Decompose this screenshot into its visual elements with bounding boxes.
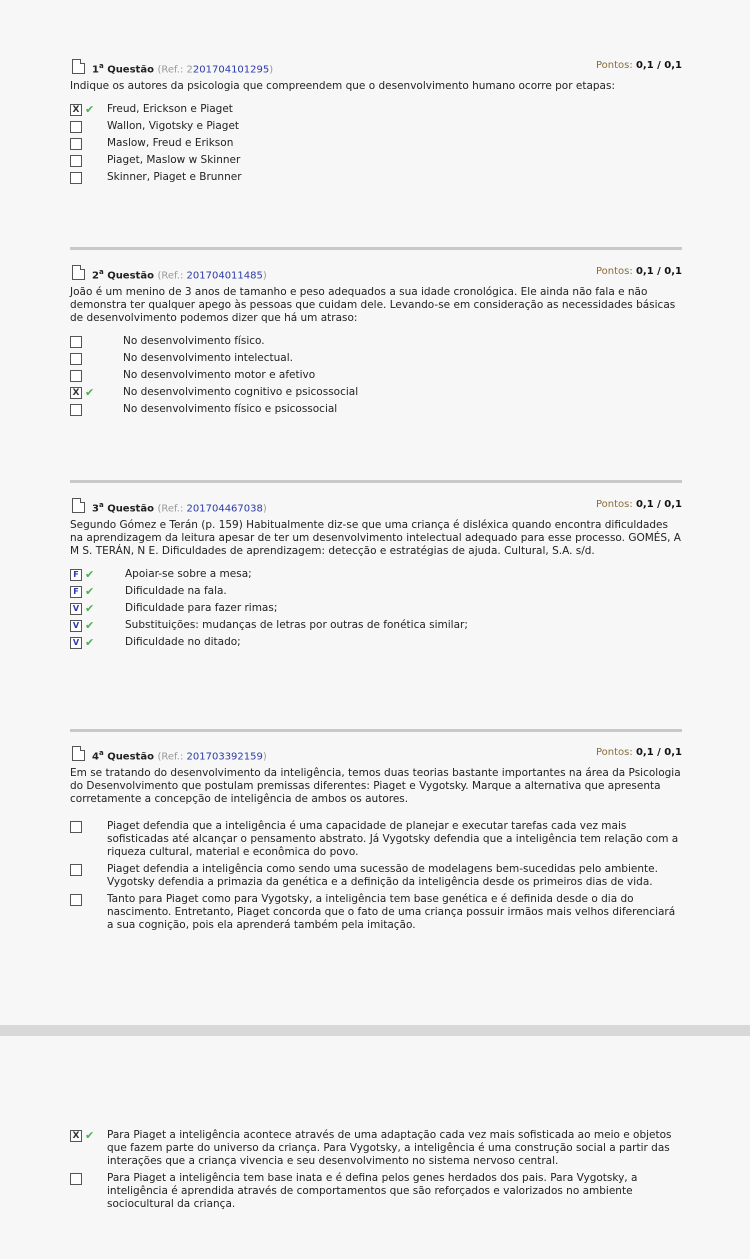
checkbox[interactable] — [70, 336, 82, 348]
question-header — [70, 749, 682, 765]
answer-box[interactable]: V — [70, 620, 82, 632]
option[interactable]: No desenvolvimento motor e afetivo — [70, 369, 682, 382]
check-icon: ✔ — [85, 1129, 95, 1142]
question-text: Em se tratando do desenvolvimento da inteligência, temos duas teorias bastante importantes na área da Psicologia do Desenvolvimento que postulam premissas diferentes: Piaget e Vygotsky. Marque a alternativa que apresenta corretamente a concepção de inteligência de ambos os autores. — [70, 767, 681, 805]
option[interactable]: Tanto para Piaget como para Vygotsky, a inteligência tem base genética e é definida desde o dia do nascimento. Entretanto, Piaget concorda que o fato de uma criança possuir irmãos mais velhos diferenciará a sua cognição, pois ela aprenderá também pela imitação. — [70, 893, 682, 933]
points: Pontos: 0,1 / 0,1 — [596, 266, 682, 277]
checkbox[interactable] — [70, 821, 82, 833]
option[interactable]: F ✔ Apoiar-se sobre a mesa; — [70, 568, 682, 581]
question-header — [70, 501, 682, 517]
check-icon: ✔ — [85, 568, 95, 581]
check-icon: ✔ — [85, 585, 95, 598]
ref-number[interactable]: 201703392159 — [186, 751, 263, 763]
question-header — [70, 268, 682, 284]
separator — [70, 480, 682, 483]
checkbox[interactable] — [70, 155, 82, 167]
checkbox[interactable] — [70, 121, 82, 133]
question-3 — [70, 501, 682, 653]
question-title: 1$^a$ Questão (Ref.: 2201704101295) — [92, 62, 274, 76]
question-4 — [70, 749, 682, 806]
checkbox[interactable] — [70, 172, 82, 184]
checkbox[interactable] — [70, 404, 82, 416]
option[interactable]: V ✔ Dificuldade para fazer rimas; — [70, 602, 682, 615]
option[interactable]: V ✔ Substituições: mudanças de letras por outras de fonética similar; — [70, 619, 682, 632]
option[interactable]: Piaget defendia que a inteligência é uma capacidade de planejar e executar tarefas cada vez mais sofisticadas até alcançar o pensamento abstrato. Já Vygotsky defendia que a inteligência tem relação com a riqueza cultural, material e econômica do povo. — [70, 820, 682, 860]
question-title: 3$^a$ Questão (Ref.: 201704467038) — [92, 501, 267, 515]
option[interactable]: X ✔ Freud, Erickson e Piaget — [70, 103, 682, 116]
option[interactable]: No desenvolvimento intelectual. — [70, 352, 682, 365]
checkbox[interactable] — [70, 894, 82, 906]
checkbox[interactable]: X — [70, 1130, 82, 1142]
checkbox[interactable] — [70, 864, 82, 876]
document-icon — [72, 59, 85, 74]
points: Pontos: 0,1 / 0,1 — [596, 60, 682, 71]
points: Pontos: 0,1 / 0,1 — [596, 747, 682, 758]
ref-number[interactable]: 201704101295 — [192, 64, 270, 76]
question-title: 2$^a$ Questão (Ref.: 201704011485) — [92, 268, 267, 282]
option[interactable]: Skinner, Piaget e Brunner — [70, 171, 682, 184]
check-icon: ✔ — [85, 636, 95, 649]
checkbox[interactable] — [70, 353, 82, 365]
check-icon: ✔ — [85, 103, 95, 116]
page-break — [0, 1025, 750, 1036]
option[interactable]: No desenvolvimento físico. — [70, 335, 682, 348]
option[interactable]: X ✔ Para Piaget a inteligência acontece através de uma adaptação cada vez mais sofisticada ao meio e objetos que fazem parte do universo da criança. Para Vygotsky, a inteligência é uma construção social a partir das interações que a criança vivencia e seu desenvolvimento no sistema nervoso central. — [70, 1129, 682, 1169]
option[interactable]: X ✔ No desenvolvimento cognitivo e psicossocial — [70, 386, 682, 399]
option[interactable]: Para Piaget a inteligência tem base inata e é defina pelos genes herdados dos pais. Para Vygotsky, a inteligência é aprendida através de comportamentos que são reforçados e valorizados no ambiente sociocultural da criança. — [70, 1172, 682, 1212]
check-icon: ✔ — [85, 619, 95, 632]
question-2 — [70, 268, 682, 420]
question-title: 4$^a$ Questão (Ref.: 201703392159) — [92, 749, 267, 763]
answer-box[interactable]: F — [70, 586, 82, 598]
checkbox[interactable] — [70, 138, 82, 150]
check-icon: ✔ — [85, 386, 95, 399]
option[interactable]: Wallon, Vigotsky e Piaget — [70, 120, 682, 133]
question-text: Segundo Gómez e Terán (p. 159) Habitualmente diz-se que uma criança é disléxica quando encontra dificuldades na aprendizagem da leitura apesar de ter um desenvolvimento intelectual adequado para esse processo. GOMÉS, A M S. TERÁN, N E. Dificuldades de aprendizagem: detecção e estratégias de ajuda. Cultural, S.A. s/d. — [70, 519, 681, 557]
checkbox[interactable]: X — [70, 387, 82, 399]
ref-number[interactable]: 201704011485 — [186, 270, 263, 282]
question-1 — [70, 62, 682, 188]
option[interactable]: Piaget, Maslow w Skinner — [70, 154, 682, 167]
option[interactable]: No desenvolvimento físico e psicossocial — [70, 403, 682, 416]
checkbox[interactable] — [70, 370, 82, 382]
document-icon — [72, 265, 85, 280]
question-text: Indique os autores da psicologia que compreendem que o desenvolvimento humano ocorre por etapas: — [70, 80, 615, 92]
document-icon — [72, 746, 85, 761]
question-header — [70, 62, 682, 78]
document-icon — [72, 498, 85, 513]
option[interactable]: V ✔ Dificuldade no ditado; — [70, 636, 682, 649]
checkbox[interactable] — [70, 1173, 82, 1185]
separator — [70, 247, 682, 250]
answer-box[interactable]: V — [70, 603, 82, 615]
question-text: João é um menino de 3 anos de tamanho e peso adequados a sua idade cronológica. Ele ainda não fala e não demonstra ter qualquer apego às pessoas que cuidam dele. Levando-se em consideração as necessidades básicas de desenvolvimento podemos dizer que há um atraso: — [70, 286, 676, 324]
points: Pontos: 0,1 / 0,1 — [596, 499, 682, 510]
ref-number[interactable]: 201704467038 — [186, 503, 263, 515]
separator — [70, 729, 682, 732]
answer-box[interactable]: V — [70, 637, 82, 649]
option[interactable]: Piaget defendia a inteligência como sendo uma sucessão de modelagens bem-sucedidas pelo ambiente. Vygotsky defendia a primazia da genética e a definição da inteligência desde os primeiros dias de vida. — [70, 863, 682, 890]
option[interactable]: Maslow, Freud e Erikson — [70, 137, 682, 150]
check-icon: ✔ — [85, 602, 95, 615]
question-4-options-a — [70, 820, 682, 937]
option[interactable]: F ✔ Dificuldade na fala. — [70, 585, 682, 598]
checkbox[interactable]: X — [70, 104, 82, 116]
answer-box[interactable]: F — [70, 569, 82, 581]
question-4-options-b — [70, 1129, 682, 1216]
